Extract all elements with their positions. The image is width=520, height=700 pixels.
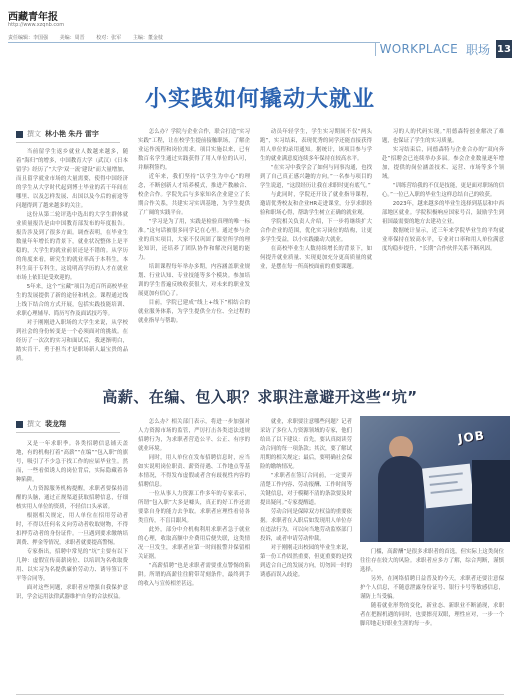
paragraph: 与此同时，学院还开设了就业指导课程，邀请优秀校友和企业HR走进课堂，分享求职经验和职场心得，帮助学生树立正确的就业观。 bbox=[260, 192, 372, 216]
byline-rule bbox=[16, 432, 120, 433]
paragraph: 一位从事人力资源工作多年的专家表示，所谓“包入职”大多是噱头，真正的好工作还需要靠自身的能力去争取。求职者应理性看待各类宣传，不盲目跟风。 bbox=[138, 491, 250, 524]
article2-column-4 bbox=[360, 548, 504, 690]
section-name-cn: 职场 bbox=[465, 42, 490, 57]
paper-name: 西藏青年报 bbox=[8, 12, 58, 23]
paragraph: 数据统计显示，近三年来学院毕业生的平均就业率保持在较高水平，专业对口率和用人单位满意度均稳步提升，“长期”合作伙伴关系不断巩固。 bbox=[382, 228, 504, 252]
paragraph: 根据相关规定，用人单位在招用劳动者时，不得以任何名义向劳动者收取财物，不得扣押劳动者的身份证件。一旦遇到要求缴纳培训费、押金等情况，求职者就要提高警惕。 bbox=[16, 513, 128, 546]
paragraph: 动员年轻学生，学生实习期间不仅“两头跑”，实习结束，表现优秀的同学还能直接获得用人单位的录用通知。据统计，该项目参与学生的就业满意度连续多年保持在较高水平。 bbox=[260, 129, 372, 162]
byline-authors: 裴龙翔 bbox=[45, 420, 66, 428]
byline-square-icon bbox=[16, 131, 23, 138]
paragraph: “学习是为了用，实践是检验真理的唯一标准。”这句话被很多同学记在心里。通过参与企业的真实项目，大家不仅巩固了课堂所学的理论知识，还培养了团队协作和解决问题的能力。 bbox=[138, 219, 250, 261]
article1-column-4 bbox=[382, 128, 504, 376]
paragraph: 又是一年求职季。各类招聘信息铺天盖地，有的机构打着“高薪”“在编”“包入职”的旗号，吸引了不少急于找工作的应届毕业生。然而，一些看似诱人的岗位背后，实际隐藏着各种陷阱。 bbox=[16, 441, 128, 483]
job-sign-text: JOB bbox=[457, 428, 486, 446]
paragraph: 门槛，高薪酬”是很多求职者的首选，但实际上这类岗位往往存在较大的风险。求职者应多方了解，综合判断，谨慎选择。 bbox=[360, 549, 504, 573]
article2-column-1 bbox=[16, 440, 128, 690]
paragraph: 专家指出，招聘中常见的“坑”主要有以下几种：虚假宣传高薪岗位、以培训为名收取费用、以实习为名提供廉价劳动力、诱导签订不平等合同等。 bbox=[16, 549, 128, 582]
document-shape bbox=[422, 464, 474, 509]
paragraph: 此外，部分中介机构利用求职者急于就业的心理，收取高额中介费用后便失联，这类情况一旦发生，求职者应第一时间报警并保留相关证据。 bbox=[138, 527, 250, 560]
paragraph: 怎么办？学院与企业合作，联合打造“实习实践”工程，让在校学生提前接触职场，了解企业运作流程和岗位需求。项目实施以来，已有数百名学生通过实践获得了用人单位的认可，并顺利签约。 bbox=[138, 129, 250, 171]
job-hunting-photo bbox=[360, 416, 510, 542]
article2-headline: 高薪、在编、包入职？求职注意避开这些“坑” bbox=[102, 388, 418, 406]
paragraph: 随着就业形势的变化，新业态、新职业不断涌现，求职者在把握机遇的同时，也要擦亮双眼，理性应对，一步一个脚印地走好职业生涯的每一步。 bbox=[360, 603, 504, 627]
paragraph: 对于刚刚进入职场的大学生来说，从学校到社会的身份转变是一个必须面对的挑战。在经历了一次次的实习和面试后，我逐渐明白，踏实肯干、勇于担当才是职场新人最宝贵的品质。 bbox=[16, 320, 128, 362]
paragraph: 2023年，越来越多的毕业生选择到基层和中西部地区就业。学院积极响应国家号召，鼓励学生到祖国最需要的地方去建功立业。 bbox=[382, 201, 504, 225]
document-line bbox=[429, 472, 463, 478]
paragraph: 习的人的代码实现。”用德森特创业解决了难题，也保证了学生的实习质量。 bbox=[382, 129, 504, 144]
suit-silhouette bbox=[472, 460, 510, 542]
section-label bbox=[375, 40, 512, 58]
article1-column-1 bbox=[16, 148, 128, 376]
editorial-meta bbox=[8, 34, 173, 41]
byline-rule bbox=[16, 142, 120, 143]
article1-headline: 小实践如何撬动大就业 bbox=[144, 87, 375, 112]
paragraph: 学院相关负责人介绍，下一步将继续扩大合作企业的范围，优化实习岗位的结构，让更多学生受益，以小实践撬动大就业。 bbox=[260, 219, 372, 243]
paragraph: 怎么办？相关部门表示，将进一步加强对人力资源市场的监管，严厉打击各类违法违规招聘行为，为求职者营造公平、公正、有序的就业环境。 bbox=[138, 419, 250, 452]
article2-column-3 bbox=[260, 418, 352, 690]
paragraph: 在高校毕业生人数持续增长的背景下，如何提升就业质量、实现更加充分更高质量的就业，是摆在每一所高校面前的重要课题。 bbox=[260, 246, 372, 270]
paragraph: “训练营给我的不仅是技能，更是面对职场的信心。”一位已入职的毕业生这样总结自己的收获。 bbox=[382, 183, 504, 198]
paragraph: 人力资源服务机构提醒，求职者要保持清醒的头脑，通过正规渠道获取招聘信息，仔细核实用人单位的资质，不轻信口头承诺。 bbox=[16, 486, 128, 510]
paragraph: 这份从第二轮评选中选出的大学生群体就业质量报告是由中国教育部发布的年度报告。报告涉及到了很多方面。调查表明，在毕业生数量年年增长的背景下，就业状况整体上是平稳的，大学生的就业前景还是不错的。从学历的角度来看，研究生的就业率高于本科生，本科生高于专科生，这说明高学历的人才在就业市场上依旧是受欢迎的。 bbox=[16, 212, 128, 281]
footer-rule bbox=[16, 694, 504, 695]
meta-editor: 责任编辑：李国强 bbox=[8, 35, 49, 41]
paragraph: 实习结束后，同德森特与企业合办的“双向奔赴”招聘会已连续举办多届。参会企业数量逐年增加，提供的岗位涵盖技术、运营、市场等多个领域。 bbox=[382, 147, 504, 180]
paragraph: 目前，学院已建成“线上+线下”相结合的就业服务体系，为学生提供全方位、全过程的就业指导与帮助。 bbox=[138, 300, 250, 324]
paragraph: 培训课程每年举办多期，内容涵盖职业规划、行业认知、专业技能等多个模块。参加培训的学生普遍反映收获很大，对未来的职业发展更加有信心了。 bbox=[138, 264, 250, 297]
article2-byline bbox=[16, 418, 66, 430]
paragraph: 5年来，这个“宝藏”项目为近百所高校毕业生的发展提供了新的途径和机会。课程通过线上线下结合的方式开展，包括实践技能培训、求职心理辅导、简历写作及面试技巧等。 bbox=[16, 284, 128, 317]
paragraph: 就业，求职要注意哪些问题？记者采访了多位人力资源领域的专家，他们给出了以下建议：首先，要认真阅读劳动合同的每一项条款；其次，要了解试用期的相关规定；最后，要明确社会保险的缴纳情况。 bbox=[260, 419, 352, 470]
paragraph: 同时，用人单位在发布招聘信息时，应当如实说明岗位职责、薪资待遇、工作地点等基本情况，不得发布虚假或者含有歧视性内容的招聘信息。 bbox=[138, 455, 250, 488]
masthead bbox=[8, 8, 512, 64]
article1-column-3 bbox=[260, 128, 372, 376]
byline-label: 撰文 bbox=[27, 420, 41, 428]
paragraph: “在实习中我学会了如何与同事沟通，也找到了自己真正感兴趣的方向。”一名参与项目的学生说道，“这段经历让我在求职时更有底气。” bbox=[260, 165, 372, 189]
byline-authors: 林小艳 朱丹 雷宇 bbox=[45, 130, 99, 138]
masthead-rule bbox=[8, 42, 380, 43]
byline-square-icon bbox=[16, 421, 23, 428]
article1-byline bbox=[16, 128, 99, 140]
meta-proofreader: 校对：张军 bbox=[96, 35, 122, 41]
article1-column-2 bbox=[138, 128, 250, 376]
paragraph: 当前留学生返乡就业人数越来越多，随着“海归”的增多，中国教育大学（武汉）《日本留学》经历了“大学‘双一流’建设”而大量增加，而且留学就业市场的大量需要，使得中国经济的学生从大学时代起到博士毕业的若干年间在哪里、以及怎样发展、出国以及今后的前途等问题得到了越来越多的关注。 bbox=[16, 149, 128, 209]
paragraph: “求职者在签订合同前，一定要弄清楚工作内容、劳动报酬、工作时间等关键信息，对于模糊不清的条款要及时提出疑问。”专家提醒道。 bbox=[260, 473, 352, 506]
paragraph: 面对这些问题，求职者应增强自我保护意识，学会运用法律武器维护自身的合法权益。 bbox=[16, 585, 128, 600]
paragraph: “高薪招聘”也是求职者需要重点警惕的陷阱。所谓的高薪往往附带苛刻条件，最终到手的收入与宣传相差甚远。 bbox=[138, 563, 250, 587]
paragraph: 另外，在网络招聘日益普及的今天，求职者还要注意保护个人信息，不随意泄露身份证号、银行卡号等敏感信息，谨防上当受骗。 bbox=[360, 576, 504, 600]
paragraph: 近年来，我们坚持“以学生为中心”的理念，不断创新人才培养模式，推进产教融合、校企合作。学院先后与多家知名企业建立了长期合作关系，共建实习实训基地，为学生提供了广阔的实践平台。 bbox=[138, 174, 250, 216]
document-line bbox=[430, 481, 458, 486]
paper-url[interactable]: http://www.xzqnb.com bbox=[8, 22, 65, 28]
person-silhouette bbox=[378, 456, 424, 542]
meta-chief-editor: 主编：董金枝 bbox=[132, 35, 163, 41]
page-number: 13 bbox=[496, 40, 512, 58]
byline-label: 撰文 bbox=[27, 130, 41, 138]
paragraph: 对于刚刚走出校园的毕业生来说，第一份工作固然重要，但更重要的是找到适合自己的发展方向，切勿因一时的诱惑而误入歧途。 bbox=[260, 545, 352, 578]
section-name-en: WORKPLACE bbox=[375, 42, 462, 56]
paragraph: 劳动合同是保障双方权益的重要依据。求职者在入职后如发现用人单位存在违法行为，可以向当地劳动监察部门投诉，或者申请劳动仲裁。 bbox=[260, 509, 352, 542]
meta-designer: 美编：周晋 bbox=[59, 35, 85, 41]
article2-column-2 bbox=[138, 418, 250, 690]
document-line bbox=[431, 489, 463, 494]
